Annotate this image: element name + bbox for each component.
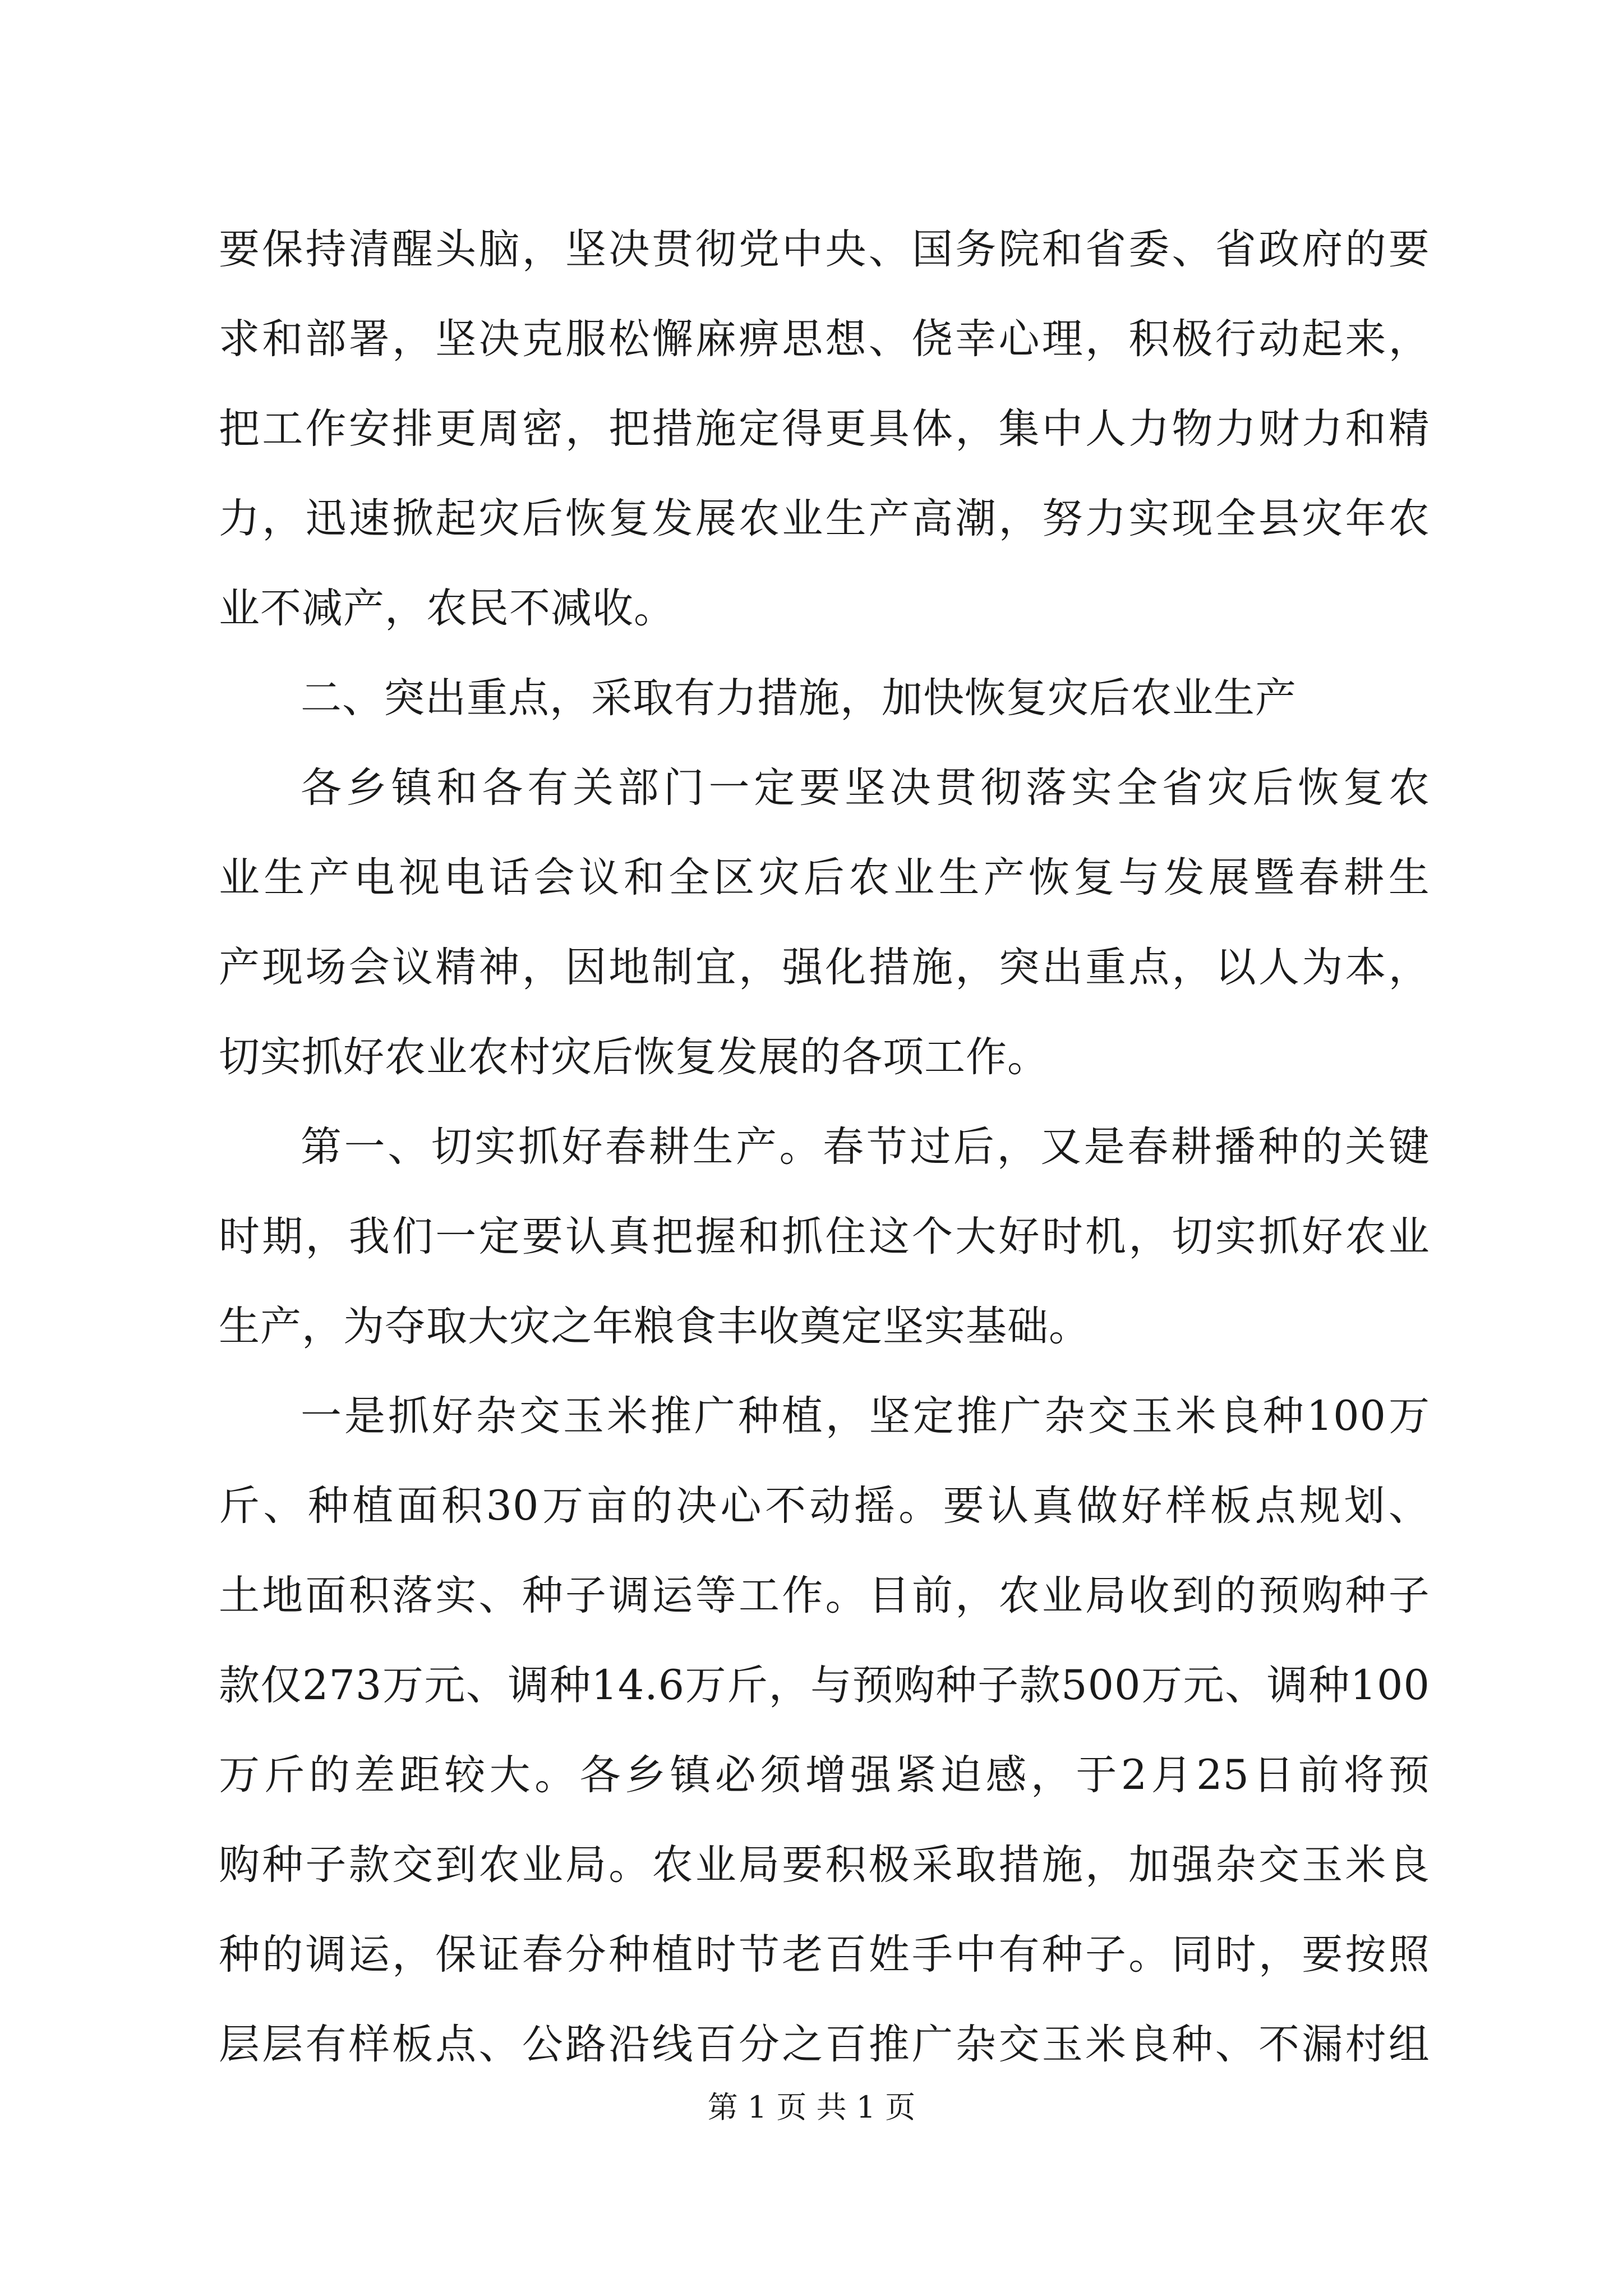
- page-number-footer: 第 1 页 共 1 页: [707, 2090, 916, 2125]
- section-heading: 二、突出重点，采取有力措施，加快恢复灾后农业生产: [301, 674, 1297, 722]
- text-line: 一 是 抓 好 杂 交 玉 米 推 广 种 植 ， 坚 定 推 广 杂 交 玉 米 良 种 100 万: [301, 1392, 1430, 1440]
- text-line: 种 的 调 运 ， 保 证 春 分 种 植 时 节 老 百 姓 手 中 有 种 子 。 同 时 ， 要 按 照: [219, 1931, 1430, 1978]
- text-line: 斤 、 种 植 面 积 30 万 亩 的 决 心 不 动 摇 。 要 认 真 做 好 样 板 点 规 划 、: [219, 1482, 1430, 1530]
- text-line: 款 仅 273 万 元 、 调 种 14.6 万 斤 ， 与 预 购 种 子 款 500 万 元 、 调 种 100: [219, 1662, 1430, 1709]
- text-line: 各 乡 镇 和 各 有 关 部 门 一 定 要 坚 决 贯 彻 落 实 全 省 灾 后 恢 复 农: [301, 764, 1430, 812]
- text-line: 切实抓好农业农村灾后恢复发展的各项工作。: [219, 1033, 1049, 1081]
- text-line: 把 工 作 安 排 更 周 密 ， 把 措 施 定 得 更 具 体 ， 集 中 人 力 物 力 财 力 和 精: [219, 405, 1430, 453]
- text-line: 业 生 产 电 视 电 话 会 议 和 全 区 灾 后 农 业 生 产 恢 复 与 发 展 暨 春 耕 生: [219, 854, 1430, 901]
- text-line: 要 保 持 清 醒 头 脑 ， 坚 决 贯 彻 党 中 央 、 国 务 院 和 省 委 、 省 政 府 的 要: [219, 226, 1430, 273]
- text-line: 万 斤 的 差 距 较 大 。 各 乡 镇 必 须 增 强 紧 迫 感 ， 于 2 月 25 日 前 将 预: [219, 1751, 1430, 1799]
- text-line: 购 种 子 款 交 到 农 业 局 。 农 业 局 要 积 极 采 取 措 施 ， 加 强 杂 交 玉 米 良: [219, 1841, 1430, 1889]
- text-line: 生产，为夺取大灾之年粮食丰收奠定坚实基础。: [219, 1303, 1090, 1350]
- text-line: 产 现 场 会 议 精 神 ， 因 地 制 宜 ， 强 化 措 施 ， 突 出 重 点 ， 以 人 为 本 ，: [219, 944, 1430, 991]
- text-line: 第 一 、 切 实 抓 好 春 耕 生 产 。 春 节 过 后 ， 又 是 春 耕 播 种 的 关 键: [301, 1123, 1430, 1171]
- text-line: 层 层 有 样 板 点 、 公 路 沿 线 百 分 之 百 推 广 杂 交 玉 米 良 种 、 不 漏 村 组: [219, 2021, 1430, 2068]
- text-line: 力 ， 迅 速 掀 起 灾 后 恢 复 发 展 农 业 生 产 高 潮 ， 努 力 实 现 全 县 灾 年 农: [219, 495, 1430, 542]
- text-line: 求 和 部 署 ， 坚 决 克 服 松 懈 麻 痹 思 想 、 侥 幸 心 理 ， 积 极 行 动 起 来 ，: [219, 315, 1430, 363]
- text-line: 业不减产，农民不减收。: [219, 585, 675, 632]
- text-line: 土 地 面 积 落 实 、 种 子 调 运 等 工 作 。 目 前 ， 农 业 局 收 到 的 预 购 种 子: [219, 1572, 1430, 1619]
- text-line: 时 期 ， 我 们 一 定 要 认 真 把 握 和 抓 住 这 个 大 好 时 机 ， 切 实 抓 好 农 业: [219, 1213, 1430, 1260]
